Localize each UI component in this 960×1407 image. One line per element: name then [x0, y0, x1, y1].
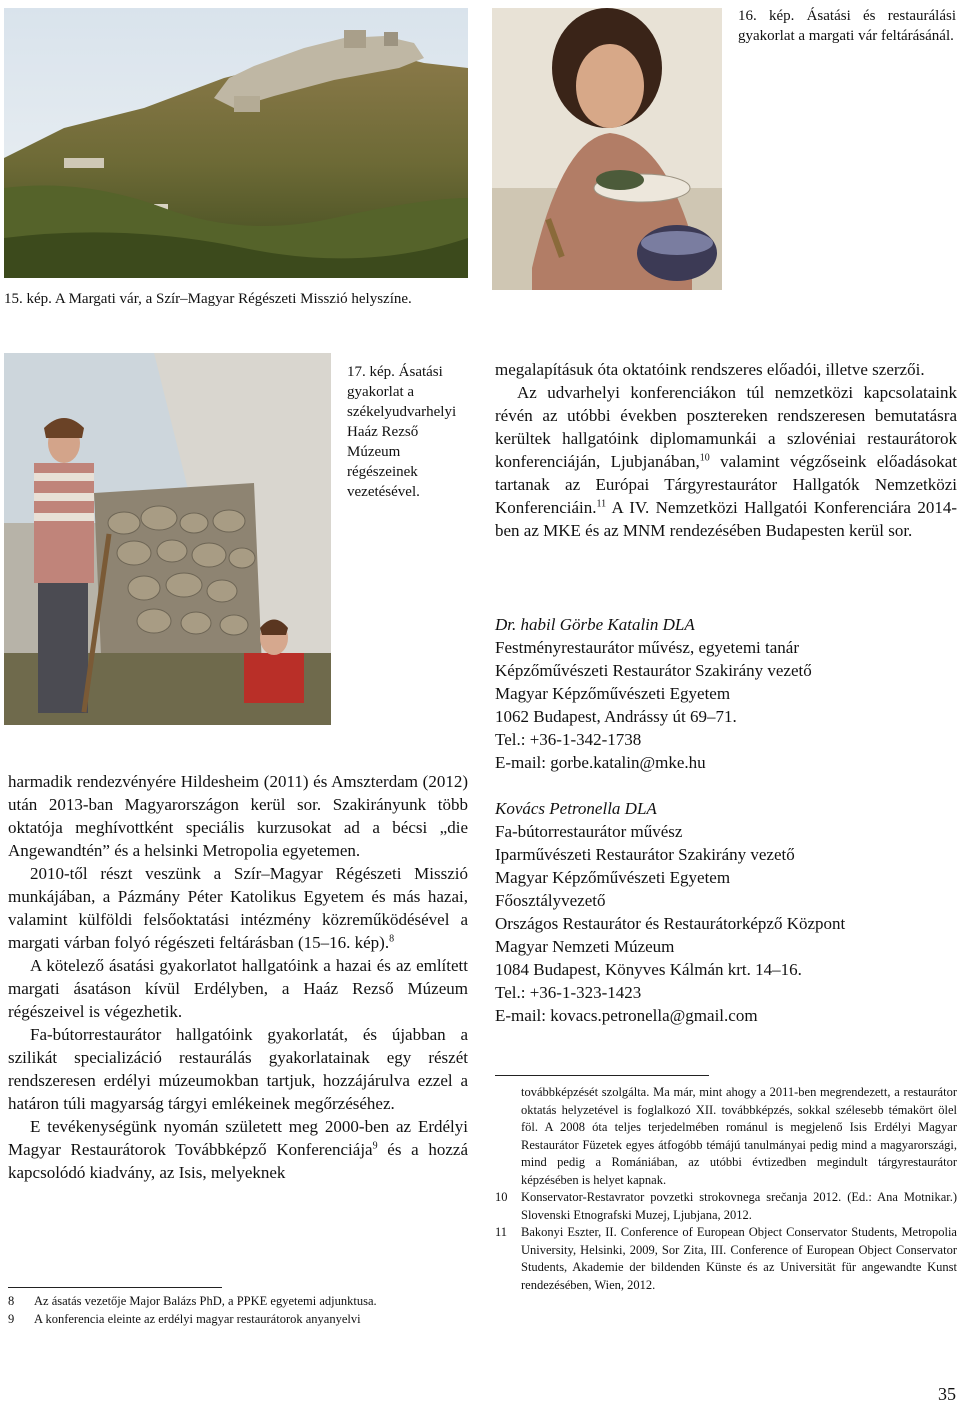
photo-excavation-practice	[4, 353, 331, 725]
contact-line: Főosztályvezető	[495, 891, 606, 910]
left-paragraph-2: 2010-től részt veszünk a Szír–Magyar Régészeti Misszió munkájában, a Pázmány Péter Katolikus Egyetem és más hazai, valamint külföldi felsőoktatási intézmény közreműködésével a margati várban folyó régészeti feltárásban (15–16. kép).$^8$	[8, 864, 468, 952]
footnotes-left	[8, 1293, 468, 1328]
footnote-divider-right	[495, 1075, 709, 1076]
contact-gorbe	[495, 613, 957, 774]
footnote-9-continued: továbbképzését szolgálta. Ma már, mint ahogy a 2011-ben megrendezett, a restaurátor oktatás helyzetével is foglalkozó XII. továbbképzés, sokkal szélesebb témakört ölel föl. A 2008 óta teljes terjedelmében románul is megjelenő Isis Erdélyi Magyar Restaurátor Füzetek egyes átfogóbb témájú tanulmányai pedig mind a magyarországi, mind pedig a Romániában, az utóbbi évtizedben megindult tárgyrestaurátor képzésében is helyet kapnak.	[521, 1085, 957, 1187]
contact-line: Országos Restaurátor és Restaurátorképző Központ	[495, 914, 846, 933]
caption-fig17: 17. kép. Ásatási gyakorlat a székelyudvarhelyi Haáz Rezső Múzeum régészeinek vezetésével.	[347, 364, 457, 500]
contact-name: Kovács Petronella DLA	[495, 799, 657, 818]
left-paragraph-4: Fa-bútorrestaurátor hallgatóink gyakorlatát, és újabban a szilikát specializáció restaurálás gyakorlatainak egy részét rendszeresen erdélyi múzeumokban tartjuk, hozzájárulva ezzel a határon túli magyarság tárgyi emlékeinek megőrzéséhez.	[8, 1025, 468, 1113]
left-paragraph-3: A kötelező ásatási gyakorlatot hallgatóink a hazai és az említett margati ásatáson kívül Erdélyben, a Haáz Rezső Múzeum régészeivel is végezhetik.	[8, 956, 468, 1021]
footnote-10: 10 Konservator-Restavrator povzetki strokovnega srečanja 2012. (Ed.: Ana Motnikar.) Slovenski Etnografski Muzej, Ljubjana, 2012.	[495, 1190, 957, 1222]
contact-line: Magyar Képzőművészeti Egyetem	[495, 684, 731, 703]
left-column	[8, 770, 468, 1184]
contact-line: Fa-bútorrestaurátor művész	[495, 822, 683, 841]
page-number: 35	[938, 1384, 956, 1404]
contact-name: Dr. habil Görbe Katalin DLA	[495, 615, 695, 634]
footnote-ref-9[interactable]: 9	[372, 1140, 378, 1152]
footnote-divider-left	[8, 1287, 222, 1288]
contact-phone: Tel.: +36-1-323-1423	[495, 983, 642, 1002]
contact-line: Magyar Nemzeti Múzeum	[495, 937, 675, 956]
footnote-ref-8[interactable]: 8	[389, 933, 395, 945]
footnote-8: 8 Az ásatás vezetője Major Balázs PhD, a PPKE egyetemi adjunktusa.	[8, 1294, 377, 1308]
footnote-11: 11 Bakonyi Eszter, II. Conference of European Object Conservator Students, Metropolia University, Helsinki, 2009, Sor Zita, III. Conference of European Object Conservator Students, Akademie der bildenden Künste és az Universität für angewandte Kunst rendezésében, Wien, 2012.	[495, 1225, 957, 1292]
contact-line: Festményrestaurátor művész, egyetemi tanár	[495, 638, 799, 657]
left-paragraph-5: E tevékenységünk nyomán született meg 2000-ben az Erdélyi Magyar Restaurátorok Továbbképző Konferenciája$^9$ és a hozzá kapcsolódó kiadvány, az Isis, melyeknek	[8, 1117, 468, 1182]
caption-fig16: 16. kép. Ásatási és restaurálási gyakorlat a margati vár feltárásánál.	[738, 8, 956, 44]
right-column	[495, 358, 957, 542]
contact-line: Iparművészeti Restaurátor Szakirány vezető	[495, 845, 795, 864]
footnote-9: 9 A konferencia eleinte az erdélyi magyar restaurátorok anyanyelvi	[8, 1311, 361, 1326]
contact-email[interactable]: E-mail: kovacs.petronella@gmail.com	[495, 1006, 758, 1025]
contact-line: Képzőművészeti Restaurátor Szakirány vezető	[495, 661, 812, 680]
right-paragraph-2: Az udvarhelyi konferenciákon túl nemzetközi kapcsolataink révén az utóbbi években posztereken rendszeresen bemutatásra kerültek hallgatóink diplomamunkái a szlovéniai restaurátorok konferenciáján, Ljubjanában,$^{10}$ valamint végzőseink előadásokat tartanak az Európai Tárgyrestaurátor Hallgatók Nemzetközi Konferenciáin.$^{11}$ A IV. Nemzetközi Hallgatói Konferenciára 2014-ben az MKE és az MNM rendezésében Budapesten kerül sor.	[495, 383, 957, 540]
footnote-ref-10[interactable]: 10	[699, 452, 710, 464]
contact-kovacs	[495, 797, 957, 1027]
contact-address: 1084 Budapest, Könyves Kálmán krt. 14–16.	[495, 960, 802, 979]
footnote-ref-11[interactable]: 11	[596, 498, 607, 510]
footnotes-right	[495, 1084, 957, 1294]
contact-email[interactable]: E-mail: gorbe.katalin@mke.hu	[495, 753, 706, 772]
right-paragraph-1: megalapításuk óta oktatóink rendszeres előadói, illetve szerzői.	[495, 360, 925, 379]
left-paragraph-1: harmadik rendezvényére Hildesheim (2011) és Amszterdam (2012) után 2013-ban Magyarországon kerül sor. Szakirányunk több oktatója meghívottként speciális kurzusokat ad a bécsi „die Angewandtén” és a helsinki Metropolia egyetemen.	[8, 772, 468, 860]
caption-fig15: 15. kép. A Margati vár, a Szír–Magyar Régészeti Misszió helyszíne.	[4, 291, 412, 307]
contact-address: 1062 Budapest, Andrássy út 69–71.	[495, 707, 737, 726]
contact-phone: Tel.: +36-1-342-1738	[495, 730, 642, 749]
photo-restoration-practice	[492, 8, 722, 290]
photo-margat-castle	[4, 8, 468, 278]
contact-line: Magyar Képzőművészeti Egyetem	[495, 868, 731, 887]
